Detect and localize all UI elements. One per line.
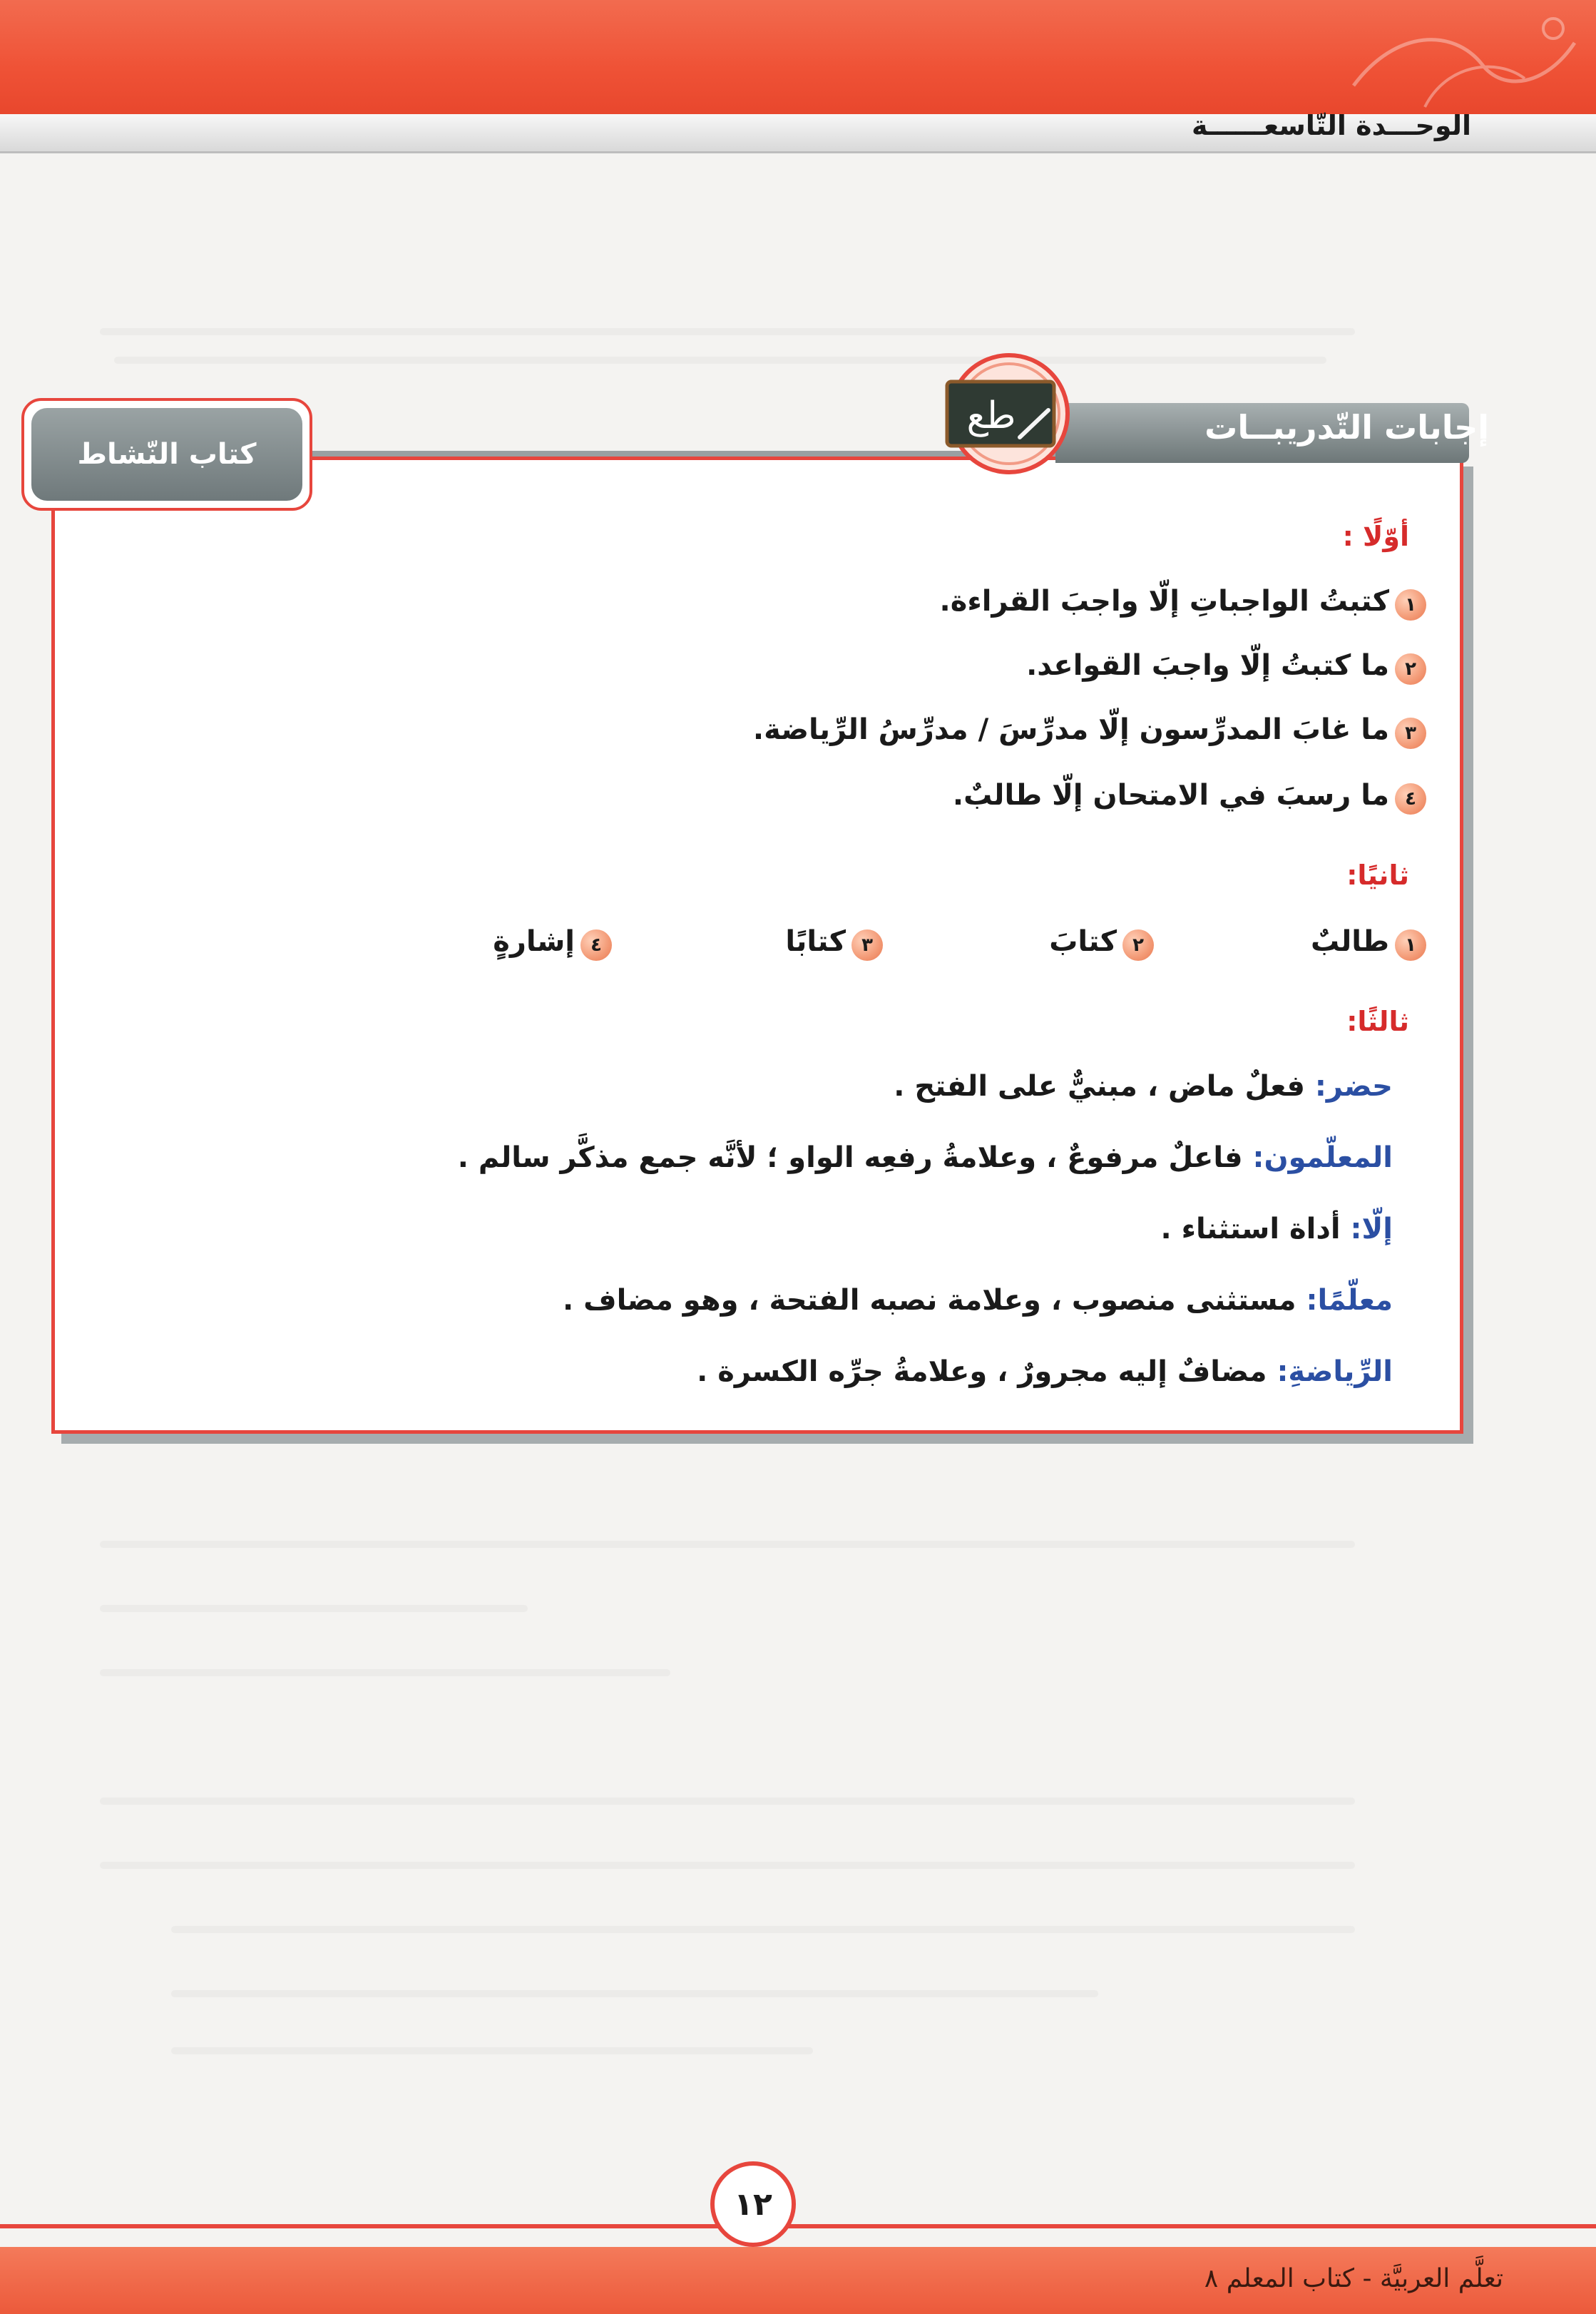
footer-book-title: تعلَّم العربيَّة - كتاب المعلم ٨ <box>1204 2264 1503 2293</box>
badge-letters: طع <box>966 394 1016 437</box>
activity-book-tab <box>21 398 312 511</box>
footer-divider <box>0 2224 1596 2228</box>
unit-title: الوحـــدة التّاسعــــــة <box>1192 110 1471 141</box>
parsing-desc: مستثنى منصوب ، وعلامة نصبه الفتحة ، وهو مضاف . <box>563 1284 1296 1317</box>
parsing-desc: أداة استثناء . <box>1160 1213 1341 1245</box>
section1-heading: أوّلًا : <box>1342 521 1409 552</box>
parsing-term: الرِّياضةِ: <box>1277 1355 1393 1388</box>
ghost-line <box>100 1798 1355 1805</box>
parsing-term: إلّا: <box>1350 1213 1393 1245</box>
parsing-row <box>1160 1213 1393 1245</box>
section3-heading: ثالثًا: <box>1346 1006 1409 1037</box>
ghost-line <box>100 1862 1355 1869</box>
parsing-term: المعلّمون: <box>1252 1141 1393 1174</box>
ghost-line <box>100 1605 528 1612</box>
ghost-line <box>171 1926 1355 1933</box>
section2-item: طالبٌ <box>1310 925 1389 958</box>
item-number: ٢ <box>1395 653 1426 685</box>
item-number: ٤ <box>1395 783 1426 815</box>
item-number: ١ <box>1395 929 1426 961</box>
chalkboard-badge-icon <box>934 353 1084 474</box>
exercises-title: إجابات التّدريبــات <box>1204 408 1489 447</box>
activity-book-label: كتاب النّشاط <box>31 408 302 501</box>
floral-ornament-icon <box>1339 0 1596 114</box>
ghost-line <box>171 1990 1098 1997</box>
section1-item: ما رسبَ في الامتحان إلّا طالبٌ. <box>952 779 1389 812</box>
section2-item: إشارةٍ <box>493 925 575 958</box>
ghost-line <box>171 2047 813 2054</box>
page-number: ١٢ <box>710 2161 796 2247</box>
item-number: ٤ <box>580 929 612 961</box>
section2-heading: ثانيًا: <box>1346 860 1409 891</box>
ghost-line <box>100 1541 1355 1548</box>
parsing-desc: مضافٌ إليه مجرورٌ ، وعلامةُ جرِّه الكسرة . <box>697 1355 1267 1388</box>
parsing-row <box>894 1070 1393 1103</box>
parsing-term: معلّمًا: <box>1306 1284 1393 1317</box>
section1-item: ما كتبتُ إلّا واجبَ القواعد. <box>1026 649 1389 682</box>
item-number: ١ <box>1395 589 1426 621</box>
parsing-row <box>458 1141 1393 1174</box>
ghost-line <box>100 328 1355 335</box>
parsing-desc: فعلٌ ماض ، مبنيٌّ على الفتح . <box>894 1070 1305 1103</box>
ghost-line <box>100 1669 670 1676</box>
section1-item: كتبتُ الواجباتِ إلّا واجبَ القراءة. <box>939 585 1389 618</box>
item-number: ٣ <box>851 929 883 961</box>
parsing-term: حضر: <box>1314 1070 1393 1103</box>
parsing-row <box>697 1355 1393 1388</box>
parsing-row <box>563 1284 1393 1317</box>
section2-item: كتابًا <box>785 925 846 958</box>
section1-item: ما غابَ المدرِّسون إلّا مدرِّسَ / مدرِّسُ الرِّياضة. <box>752 713 1389 746</box>
ghost-line <box>114 357 1326 364</box>
section2-item: كتابَ <box>1049 925 1117 958</box>
item-number: ٢ <box>1122 929 1154 961</box>
parsing-desc: فاعلٌ مرفوعٌ ، وعلامةُ رفعِه الواو ؛ لأنَّه جمع مذكَّر سالم . <box>457 1141 1243 1174</box>
item-number: ٣ <box>1395 718 1426 749</box>
